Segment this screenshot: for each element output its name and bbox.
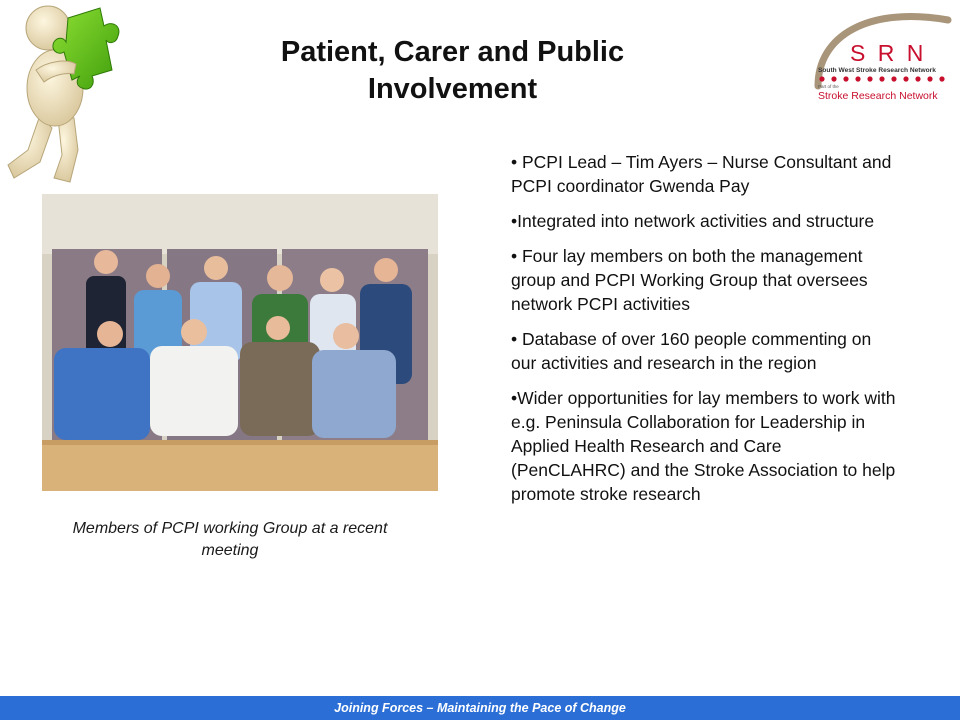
slide-title-line1: Patient, Carer and Public xyxy=(280,36,625,68)
footer-text: Joining Forces – Maintaining the Pace of Change xyxy=(334,701,626,715)
bullet-item: • Database of over 160 people commenting on our activities and research in the region xyxy=(511,329,872,373)
group-photo xyxy=(42,194,438,491)
logo-line2: Part of the xyxy=(818,84,839,89)
logo-acronym: S R N xyxy=(850,40,927,66)
slide-title xyxy=(230,34,675,108)
puzzle-person-illustration xyxy=(0,0,135,190)
photo-caption: Members of PCPI working Group at a recent meeting xyxy=(72,520,388,559)
bullet-item: •Integrated into network activities and structure xyxy=(511,211,875,231)
logo-line1: South West Stroke Research Network xyxy=(818,67,936,74)
bullet-item: • Four lay members on both the management group and PCPI Working Group that oversees network PCPI activities xyxy=(511,246,868,314)
bullet-list xyxy=(511,150,901,517)
bullet-item: •Wider opportunities for lay members to work with e.g. Peninsula Collaboration for Leadership in Applied Health Research and Care (PenCLAHRC) and the Stroke Association to help promote stroke research xyxy=(511,388,896,504)
srn-logo xyxy=(808,6,956,106)
slide-title-line2: Involvement xyxy=(367,73,538,105)
bullet-item: • PCPI Lead – Tim Ayers – Nurse Consultant and PCPI coordinator Gwenda Pay xyxy=(511,152,892,196)
logo-dots xyxy=(819,76,944,81)
logo-line3: Stroke Research Network xyxy=(818,90,938,102)
footer-bar xyxy=(0,696,960,720)
